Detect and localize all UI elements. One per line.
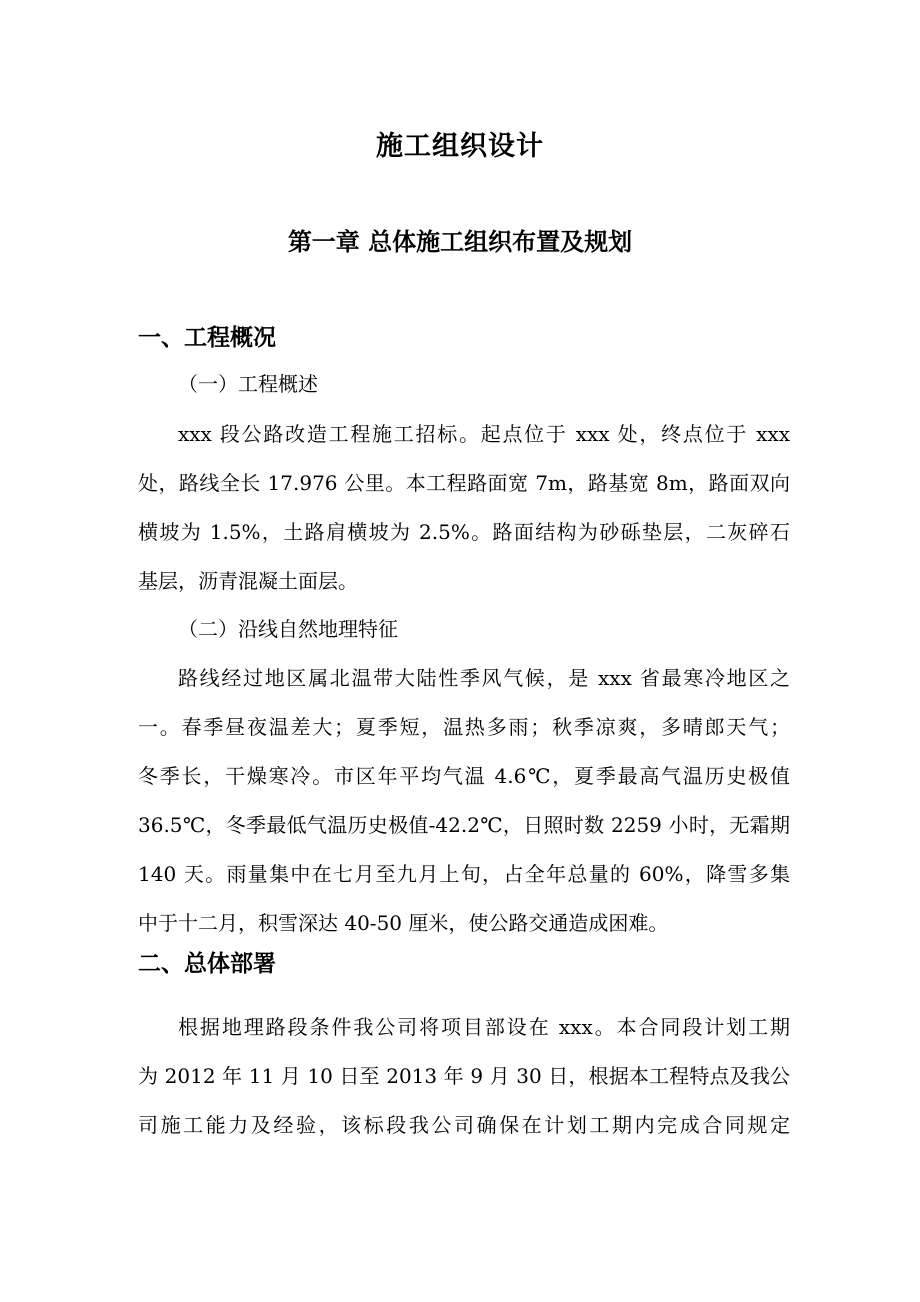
paragraph-line: 司施工能力及经验，该标段我公司确保在计划工期内完成合同规定: [138, 1113, 790, 1137]
chapter-heading: 第一章 总体施工组织布置及规划: [287, 227, 633, 256]
paragraph-line: xxx 段公路改造工程施工招标。起点位于 xxx 处，终点位于 xxx: [178, 422, 790, 446]
subsection-heading-natural-features: （二）沿线自然地理特征: [178, 617, 398, 641]
document-title: 施工组织设计: [376, 131, 544, 162]
paragraph-line: 根据地理路段条件我公司将项目部设在 xxx。本合同段计划工期: [178, 1015, 790, 1039]
paragraph-natural-features: [138, 654, 790, 948]
paragraph-line: 处，路线全长 17.976 公里。本工程路面宽 7m，路基宽 8m，路面双向: [138, 471, 790, 495]
paragraph-line: 冬季长，干燥寒冷。市区年平均气温 4.6℃，夏季最高气温历史极值: [138, 764, 790, 788]
paragraph-line: 横坡为 1.5%，土路肩横坡为 2.5%。路面结构为砂砾垫层，二灰碎石: [138, 520, 790, 544]
paragraph-line: 一。春季昼夜温差大；夏季短，温热多雨；秋季凉爽，多晴郎天气；: [138, 715, 790, 739]
paragraph-deployment: [138, 1003, 790, 1150]
paragraph-project-summary: [138, 410, 790, 606]
section-heading-deployment: 二、总体部署: [138, 950, 276, 977]
paragraph-line: 基层，沥青混凝土面层。: [138, 569, 358, 593]
subsection-heading-project-summary: （一）工程概述: [178, 372, 318, 396]
paragraph-line: 为 2012 年 11 月 10 日至 2013 年 9 月 30 日，根据本工程特点及我公: [138, 1064, 790, 1088]
paragraph-line: 中于十二月，积雪深达 40-50 厘米，使公路交通造成困难。: [138, 911, 669, 935]
section-heading-overview: 一、工程概况: [138, 324, 276, 351]
paragraph-line: 36.5℃，冬季最低气温历史极值-42.2℃，日照时数 2259 小时，无霜期: [138, 813, 790, 837]
paragraph-line: 路线经过地区属北温带大陆性季风气候，是 xxx 省最寒冷地区之: [178, 666, 790, 690]
paragraph-line: 140 天。雨量集中在七月至九月上旬，占全年总量的 60%，降雪多集: [138, 862, 790, 886]
